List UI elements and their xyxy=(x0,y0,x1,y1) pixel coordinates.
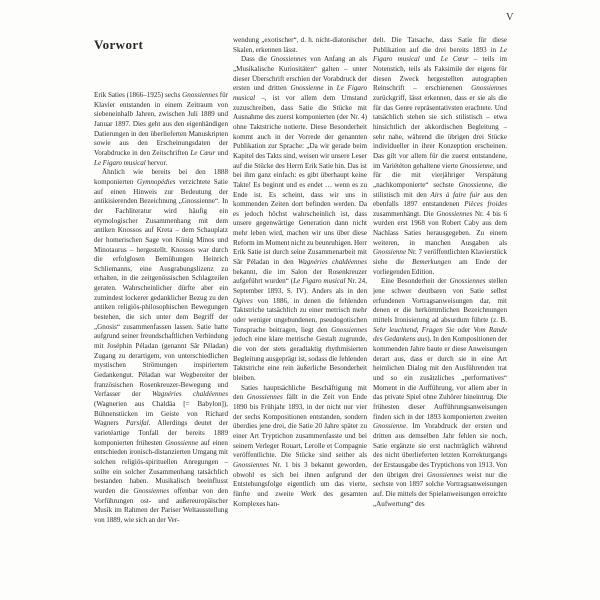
text-column-1 xyxy=(94,36,228,574)
paragraph: Saties hauptsächliche Beschäftigung mit den Gnossiennes fällt in die Zeit von Ende 1890 bis Frühjahr 1893, in der nicht nur vier der sechs Kompositionen entstanden, sondern überdies jene drei, die Satie 20 Jahre später zu einer Art Tryptichon zusammenfasste und bei seinem Verleger Rouart, Lerolle et Compagnie veröffentlichte. Die Stücke sind seither als Gnossiennes Nr. 1 bis 3 bekannt geworden, obwohl es sich bei ihnen aufgrund der Entstehungsfolge eigentlich um das vierte, fünfte und zweite Werk des gesamten Komplexes han- xyxy=(233,383,367,508)
text-column-3 xyxy=(373,36,507,574)
preface-heading: Vorwort xyxy=(94,37,144,52)
paragraph: Ähnlich wie bereits bei den 1888 komponierten Gymnopédies verzichtete Satie auf einen Hinweis zur Bedeutung der antikisierenden Bezeichnung „Gnossienne“. In der Fachliteratur wird häufig ein etymologischer Zusammenhang mit dem antiken Knossos auf Kreta – dem Schauplatz der homerischen Sage von König Minos und Minotaurus – hergestellt. Knossos war durch die erfolglosen Bemühungen Heinrich Schliemanns, eine Ausgrabungslizenz zu erhalten, in die zeitgenössischen Schlagzeilen geraten. Wahrscheinlicher dürfte aber ein zumindest lockerer gedanklicher Bezug zu den antiken religiös-philosophischen Bewegungen bestehen, die sich unter dem Begriff der „Gnosis“ zusammenfassen lassen. Satie hatte aufgrund seiner freundschaftlichen Verbindung mit Joséphin Péladan (genannt Sâr Péladan) Zugang zu derartigem, von unterschiedlichen mystischen Strömungen inspiriertem Gedankengut. Péladan war Wegbereiter der französischen Rosenkreuzer-Bewegung und Verfasser der Wagnéries chaldéennes (Wagnerien aus Chaldäa [= Babylon]), Bühnenstücken im Geiste von Richard Wagners Parsifal. Allerdings deutet der varietéartige Tonfall der bereits 1889 komponierten frühesten Gnossienne auf einen entschieden ironisch-distanzierten Umgang mit solchen religiös-spirituellen Anregungen – sollte ein solcher Zusammenhang tatsächlich bestanden haben. Musikalisch beeinflusst wurden die Gnossiennes offenbar von den Vorführungen ost- und außereuropäischer Musik im Rahmen der Pariser Weltausstellung von 1889, wie sich an der Ver- xyxy=(94,168,228,524)
paragraph: wendung „exotischer“, d. h. nicht-diatonischer Skalen, erkennen lässt. xyxy=(233,36,367,54)
page-number: V xyxy=(505,12,515,23)
paragraph: Dass die Gnossiennes von Anfang an als „Musikalische Kuriositäten“ galten – unter dieser Überschrift erschien der Vorabdruck der ersten und dritten Gnossienne in Le Figaro musical –, ist vor allem dem Umstand zuzuschreiben, dass Satie die Stücke mit Ausnahme des zuerst komponierten (der Nr. 4) ohne Taktstriche notierte. Diese Besonderheit kommt auch in der Vorrede der genannten Publikation zur Sprache: „Da wir gerade beim Kapitel des Takts sind, weisen wir unsere Leser auf die Stücke des Herrn Erik Satie hin. Das ist bei ihm ganz einfach: es gibt überhaupt keine Takte! Es beginnt und es endet … wenn es zu Ende ist. Es scheint, dass wir uns in kommenden Zeiten dort befinden werden. Da es jedoch höchst wahrscheinlich ist, dass unsere gegenwärtige Generation dann nicht mehr leben wird, machen wir uns über diese Reform im Moment nicht zu beunruhigen. Herr Erik Satie ist durch seine Zusammenarbeit mit Sâr Péladan in den Wagnéries chaldéennes bekannt, die im Salon der Rosenkreuzer aufgeführt wurden“ (Le Figaro musical Nr. 24, September 1893, S. IV). Anders als in den Ogives von 1886, in denen die fehlenden Taktstriche tatsächlich zu einer metrisch mehr oder weniger ungebundenen, pseudogotischen Tonsprache beitragen, liegt den Gnossiennes jedoch eine klare metrische Gestalt zugrunde, die von der stets geradtaktig rhythmisierten Begleitung ausgeprägt ist, sodass die fehlenden Taktstriche eine rein äußerliche Besonderheit bleiben. xyxy=(233,55,367,382)
text-column-2 xyxy=(233,36,367,574)
paragraph: Erik Saties (1866–1925) sechs Gnossiennes für Klavier entstanden in einem Zeitraum von siebeneinhalb Jahren, zwischen Juli 1889 und Januar 1897. Dies geht aus den eigenhändigen Datierungen in den überlieferten Manuskripten sowie aus den Erscheinungsdaten der Vorabdrucke in den Zeitschriften Le Cœur und Le Figaro musical hervor. xyxy=(94,91,228,167)
paragraph: Eine Besonderheit der Gnossiennes stellen jene schwer deutbaren von Satie selbst erfundenen Vortragsanweisungen dar, mit denen er die herkömmlichen Bezeichnungen mittels Ironisierung ad absurdum führte (z. B. Sehr leuchtend, Fragen Sie oder Vom Rande des Gedankens aus). In den Kompositionen der kommenden Jahre baute er diese Anweisungen derart aus, dass er durch sie in eine Art heimlichen Dialog mit den Ausführenden trat und so ein zusätzliches „performatives“ Moment in die Aufführung, vor allem aber in das private Spiel ohne Zuhörer hineintrug. Die frühesten dieser Aufführungsanweisungen finden sich in der 1893 komponierten zweiten Gnossienne. Im Vorabdruck der ersten und dritten aus demselben Jahr fehlen sie noch, Satie ergänzte sie erst nachträglich während des nicht überlieferten letzten Korrekturgangs der Erstausgabe des Tryptichons von 1913. Von den übrigen drei Gnossiennes weist nur die sechste von 1897 solche Vortragsanweisungen auf. Die mittels der Spielanweisungen erreichte „Aufwertung“ des xyxy=(373,277,507,508)
paragraph: delt. Die Tatsache, dass Satie für diese Publikation auf die drei bereits 1893 in Le Figaro musical und Le Cœur – teils im Notenstich, teils als Faksimile der eigens für diesen Zweck hergestellten autographen Reinschrift – erschienenen Gnossiennes zurückgriff, lässt erkennen, dass er sie als die für das Genre repräsentativsten erachtete. Und tatsächlich stehen sie sich stilistisch – etwa hinsichtlich der akkordischen Begleitung – sehr nahe, während die übrigen drei Stücke individueller in ihrer Konzeption erscheinen. Das gilt vor allem für die zuerst entstandene, im Variététon gehaltene vierte Gnossienne, und für die mit vierjähriger Verspätung „nachkomponierte“ sechste Gnossienne, die stilistisch mit den Airs à faire fuir aus den ebenfalls 1897 entstandenen Pièces froides zusammenhängt. Die Gnossiennes Nr. 4 bis 6 wurden erst 1968 von Robert Caby aus dem Nachlass Saties herausgegeben. Zu einem weiteren, in manchen Ausgaben als Gnossienne Nr. 7 veröffentlichten Klavierstück siehe die Bemerkungen am Ende der vorliegenden Edition. xyxy=(373,36,507,276)
